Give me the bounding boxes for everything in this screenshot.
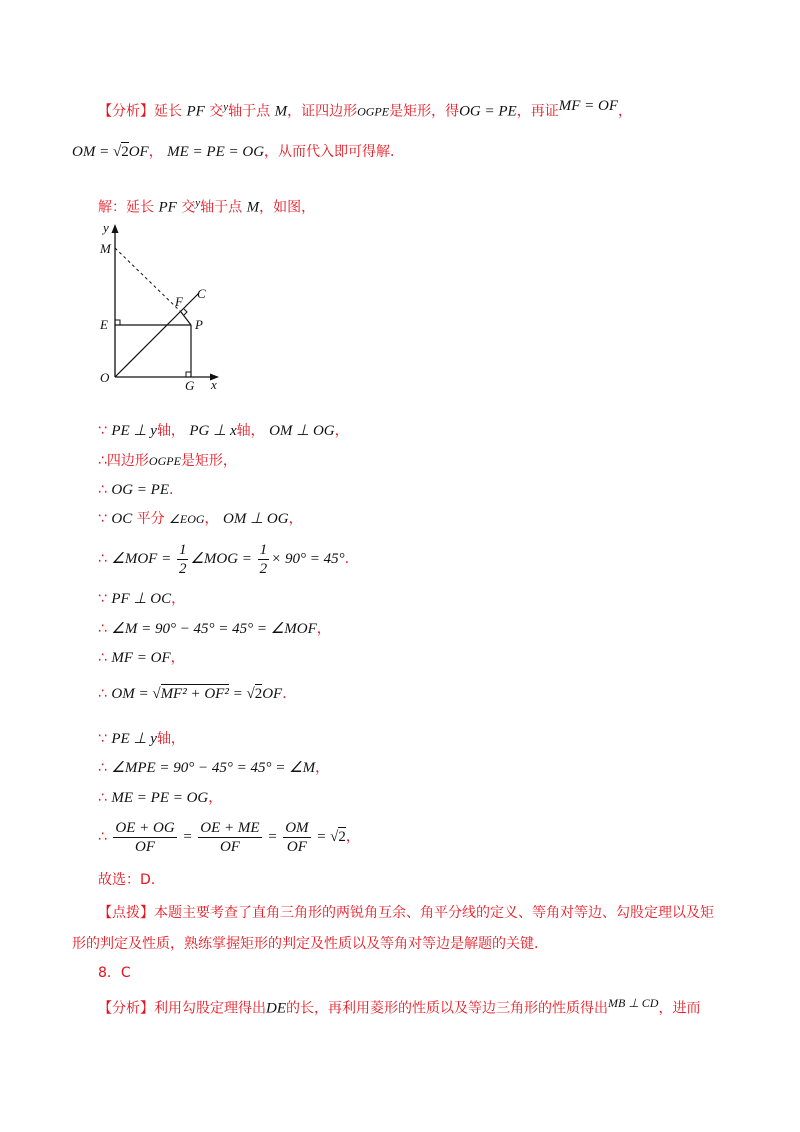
step-1 xyxy=(98,421,349,441)
label-g: G xyxy=(185,378,195,393)
text: ，进而 xyxy=(658,1000,701,1017)
frac-den: 2 xyxy=(178,560,187,577)
math: = xyxy=(263,829,282,845)
math-y: y xyxy=(195,197,201,209)
math: ∠MOG = xyxy=(190,551,256,567)
text: 是矩形，得 xyxy=(389,103,460,120)
text: 轴于点 xyxy=(200,199,243,216)
text: . xyxy=(344,551,350,567)
dashed-mf xyxy=(115,248,181,312)
step-symbol: ∴ xyxy=(98,650,107,666)
math: = xyxy=(178,829,197,845)
text: 交 xyxy=(209,103,224,120)
text: ，从而代入即可得解. xyxy=(264,144,395,160)
math: OC xyxy=(111,511,133,527)
step-symbol: ∴ xyxy=(98,551,107,567)
label-m: M xyxy=(100,241,111,256)
step-11 xyxy=(98,758,329,778)
text: 轴于点 xyxy=(228,103,271,120)
frac-den: 2 xyxy=(259,560,268,577)
step-symbol: ∵ xyxy=(98,511,107,527)
segment-pf xyxy=(181,312,191,325)
frac-num: OE + ME xyxy=(200,819,260,836)
math: OM ⊥ OG xyxy=(223,511,289,527)
math: PG ⊥ x xyxy=(189,423,237,439)
geometry-figure xyxy=(95,220,235,395)
frac-num: OM xyxy=(285,819,309,836)
math: OM ⊥ OG xyxy=(269,423,335,439)
solution-intro xyxy=(98,193,315,218)
step-3 xyxy=(98,480,173,500)
step-symbol: ∵ xyxy=(98,423,107,439)
step-13: ∴ $\frac{OE + OG}{OF}$ = $\frac{OE + ME}{OF}$ = $\frac{OM}{OF}$ = √2， xyxy=(98,819,360,855)
step-12 xyxy=(98,788,222,808)
analysis-8 xyxy=(98,993,700,1019)
step-symbol: ∴ xyxy=(98,829,107,845)
comment-tag: 【点拨】 xyxy=(98,905,154,921)
math: OF xyxy=(262,686,283,702)
text: 轴， xyxy=(156,731,185,747)
math: OGPE xyxy=(148,454,181,468)
comment-line-2: 形的判定及性质，熟练掌握矩形的判定及性质以及等角对等边是解题的关键. xyxy=(72,936,539,952)
frac-num: 1 xyxy=(259,541,268,558)
step-symbol: ∵ xyxy=(98,591,107,607)
math-eq4: ME = PE = OG xyxy=(167,144,265,160)
text: ， xyxy=(334,423,349,439)
step-6 xyxy=(98,589,185,609)
math: PE ⊥ y xyxy=(111,423,157,439)
text: 平分 xyxy=(136,511,165,527)
text: ， xyxy=(208,790,223,806)
math-sqrt2: 2 xyxy=(254,686,263,702)
math-sqrt2: 2 xyxy=(338,829,346,845)
frac-num: OE + OG xyxy=(115,819,175,836)
math: OM = xyxy=(111,686,153,702)
analysis-tag: 【分析】 xyxy=(98,103,154,120)
math-eq2: MF = OF xyxy=(558,98,618,114)
label-e: E xyxy=(100,317,108,332)
text: . xyxy=(282,686,287,702)
right-angle-f xyxy=(184,309,187,315)
right-angle-e xyxy=(115,320,120,325)
math-eq3c: OF xyxy=(128,144,149,160)
math: OG = PE xyxy=(111,482,169,498)
math: ME = PE = OG xyxy=(111,790,209,806)
math-m: M xyxy=(274,103,288,120)
label-p: P xyxy=(195,317,203,332)
math-eq3a: OM = xyxy=(72,144,113,160)
math: = xyxy=(312,829,331,845)
text: ， xyxy=(170,650,185,666)
answer: 故选：D. xyxy=(98,872,156,888)
math-pf: PF xyxy=(186,103,205,120)
comment-line-1 xyxy=(98,903,714,923)
question-8-answer: 8．C xyxy=(98,965,131,981)
math: = xyxy=(228,686,247,702)
label-f: F xyxy=(175,294,183,309)
math-radicand: MF² + OF² xyxy=(160,686,229,702)
analysis-tag: 【分析】 xyxy=(98,1000,154,1017)
step-5 xyxy=(98,539,349,579)
text: ， xyxy=(345,829,360,845)
step-symbol: ∵ xyxy=(98,731,107,747)
math: ∠MPE = 90° − 45° = 45° = ∠M xyxy=(111,760,316,776)
math: ∠EOG xyxy=(169,512,205,526)
label-o: O xyxy=(100,370,110,385)
math: × 90° = 45° xyxy=(271,551,345,567)
math-sqrt2: 2 xyxy=(121,144,129,160)
math-mbcd: MB ⊥ CD xyxy=(608,996,659,1010)
math-y: y xyxy=(223,101,229,113)
text: ，如图， xyxy=(259,199,316,216)
text: 延长 xyxy=(154,103,182,120)
step-10 xyxy=(98,729,185,749)
text: 四边形 xyxy=(106,453,149,469)
text: 利用勾股定理得出 xyxy=(154,1000,266,1017)
text: ， xyxy=(315,760,330,776)
label-x: x xyxy=(211,377,217,392)
step-symbol: ∴ xyxy=(98,482,107,498)
math-ogpe: OGPE xyxy=(357,104,390,119)
math: MF = OF xyxy=(111,650,171,666)
frac-den: OF xyxy=(219,838,240,855)
text: ，再证 xyxy=(516,103,559,120)
math-pf: PF xyxy=(158,199,177,216)
math-eq1: OG = PE xyxy=(459,103,517,120)
math: ∠M = 90° − 45° = 45° = ∠MOF xyxy=(111,621,317,637)
text: ， xyxy=(204,511,219,527)
math: ∠MOF = xyxy=(111,551,175,567)
segment-oc xyxy=(115,293,199,377)
text: ， xyxy=(171,591,186,607)
analysis-line-1 xyxy=(98,96,632,122)
label-y: y xyxy=(103,220,109,235)
step-9: ∴ OM = √MF² + OF² = √2OF. xyxy=(98,686,287,702)
analysis-line-2: OM = √2OF， ME = PE = OG，从而代入即可得解. xyxy=(72,144,395,160)
text: 是矩形， xyxy=(180,453,237,469)
text: 解：延长 xyxy=(98,199,154,216)
text: . xyxy=(169,482,174,498)
right-angle-g xyxy=(186,372,191,377)
math: PF ⊥ OC xyxy=(111,591,172,607)
math-de: DE xyxy=(266,1000,286,1017)
text: 轴， xyxy=(156,423,185,439)
step-4 xyxy=(98,509,303,529)
step-2 xyxy=(98,451,237,471)
text: 的长，再利用菱形的性质以及等边三角形的性质得出 xyxy=(286,1000,608,1017)
step-8 xyxy=(98,648,185,668)
y-axis-arrow xyxy=(112,224,119,233)
label-c: C xyxy=(197,286,206,301)
text: ， xyxy=(316,621,331,637)
step-7 xyxy=(98,619,331,639)
text: 本题主要考查了直角三角形的两锐角互余、角平分线的定义、等角对等边、勾股定理以及矩 xyxy=(154,905,714,921)
frac-den: OF xyxy=(135,838,156,855)
math-m: M xyxy=(246,199,260,216)
text: 交 xyxy=(181,199,196,216)
step-symbol: ∴ xyxy=(98,760,107,776)
text: 轴， xyxy=(236,423,265,439)
text: ， xyxy=(617,103,632,120)
math: PE ⊥ y xyxy=(111,731,157,747)
frac-num: 1 xyxy=(178,541,187,558)
step-symbol: ∴ xyxy=(98,686,107,702)
text: ， xyxy=(288,511,303,527)
text: ，证四边形 xyxy=(287,103,358,120)
step-symbol: ∴ xyxy=(98,453,107,469)
step-symbol: ∴ xyxy=(98,790,107,806)
frac-den: OF xyxy=(286,838,307,855)
step-symbol: ∴ xyxy=(98,621,107,637)
text: ， xyxy=(148,144,163,160)
